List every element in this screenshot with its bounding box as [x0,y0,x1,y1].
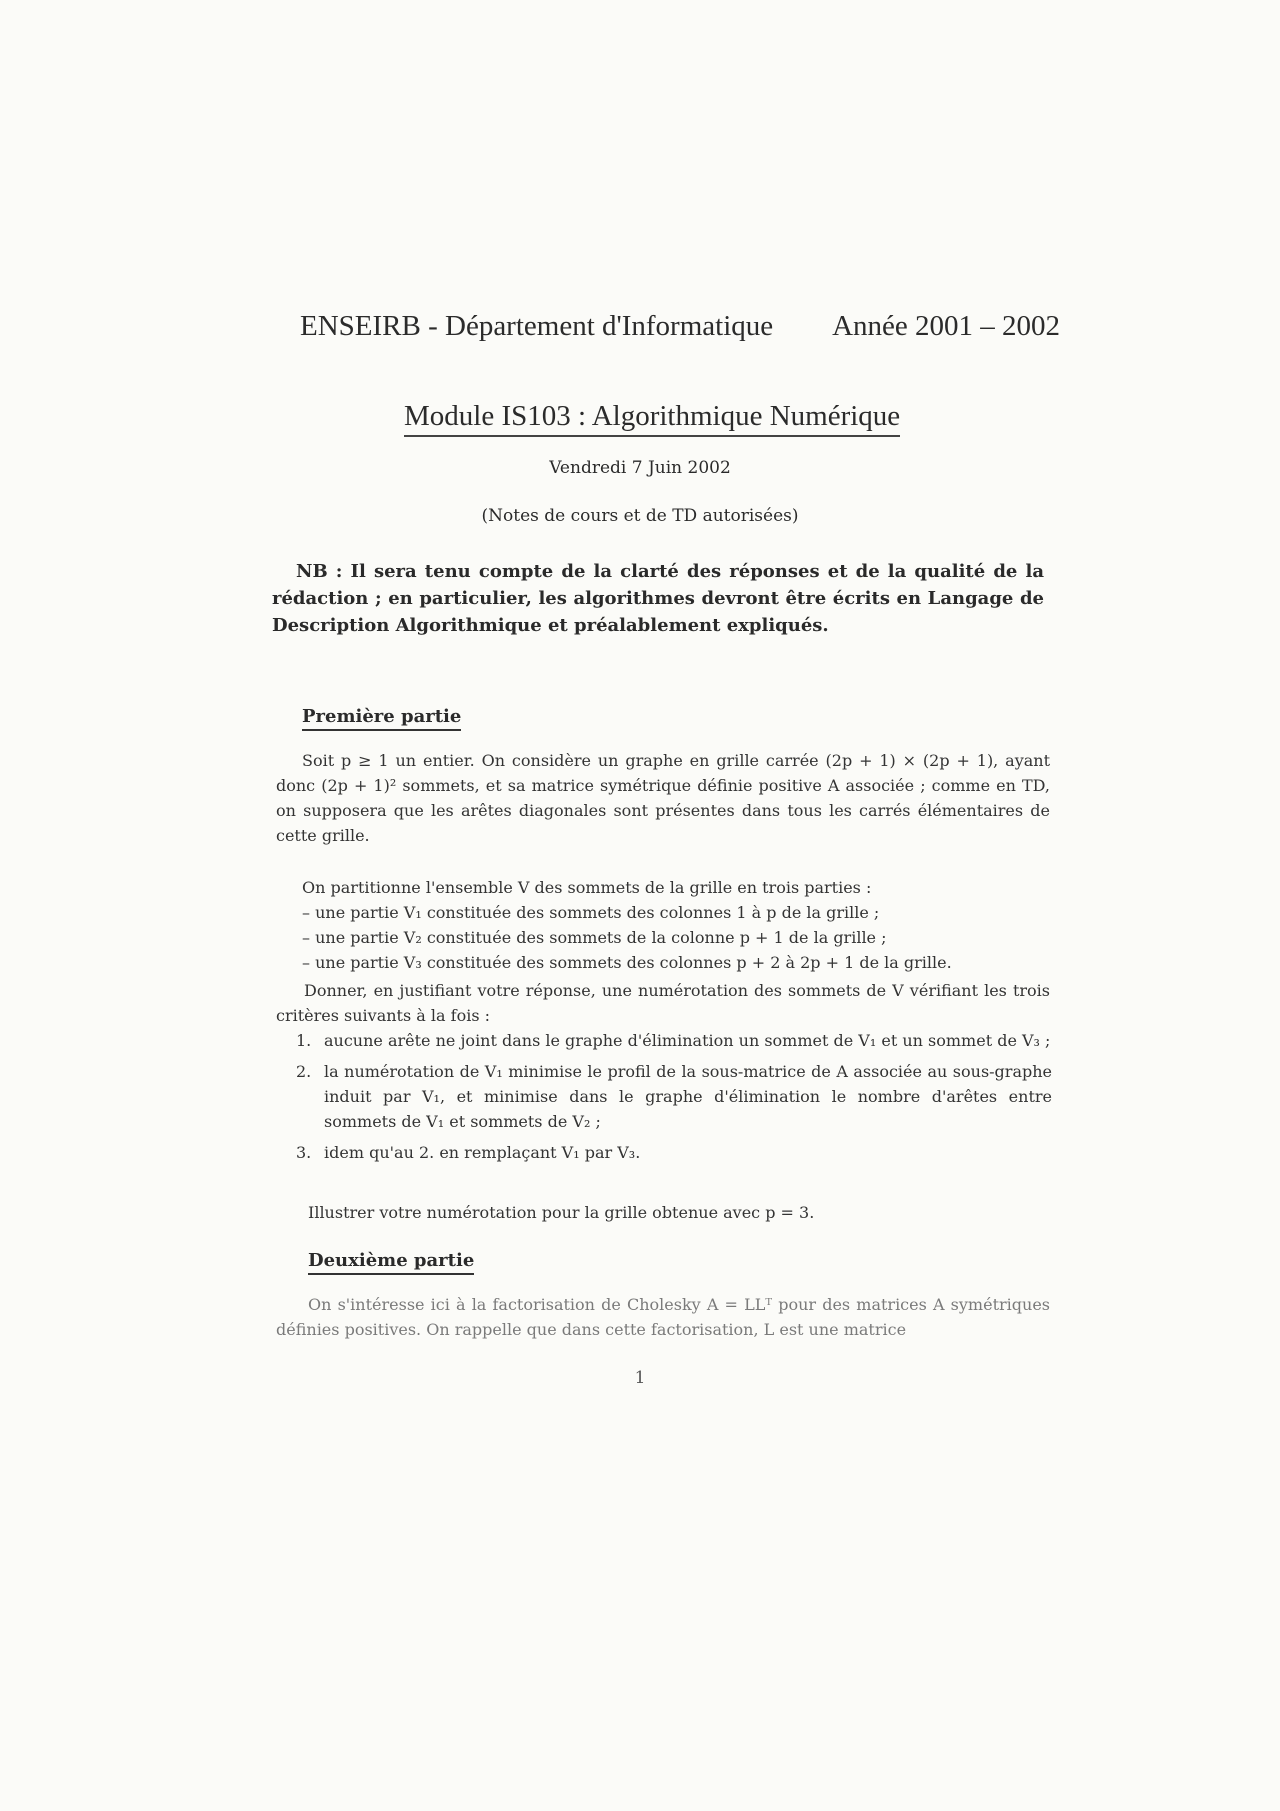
institution: ENSEIRB - Département d'Informatique [300,310,774,342]
criteria-item [296,1059,1052,1134]
partition-block [302,875,1042,975]
part1-question: Donner, en justifiant votre réponse, une numérotation des sommets de V vérifiant les trois critères suivants à la fois : [276,981,1050,1025]
section-title-part1: Première partie [302,706,461,731]
illustrate-instruction: Illustrer votre numérotation pour la grille obtenue avec p = 3. [308,1203,815,1222]
document-header [300,310,1060,343]
page-number: 1 [634,1368,646,1388]
criteria-text: aucune arête ne joint dans le graphe d'élimination un sommet de V₁ et un sommet de V₃ ; [324,1031,1051,1050]
partition-intro: On partitionne l'ensemble V des sommets de la grille en trois parties : [302,878,872,897]
module-title: Module IS103 : Algorithmique Numérique [404,400,900,437]
criteria-number: 2. [296,1062,312,1081]
section-title-part2: Deuxième partie [308,1250,474,1275]
criteria-text: idem qu'au 2. en remplaçant V₁ par V₃. [324,1143,641,1162]
part2-intro: On s'intéresse ici à la factorisation de Cholesky A = LLᵀ pour des matrices A symétriques définies positives. On rappelle que dans cette factorisation, L est une matrice [276,1295,1050,1339]
academic-year: Année 2001 – 2002 [832,310,1060,342]
criteria-text: la numérotation de V₁ minimise le profil de la sous-matrice de A associée au sous-graphe induit par V₁, et minimise dans le graphe d'élimination le nombre d'arêtes entre sommets de V₁ et sommets de V₂ ; [324,1062,1052,1131]
criteria-item [296,1028,1052,1053]
partition-item: – une partie V₂ constituée des sommets de la colonne p + 1 de la grille ; [302,928,887,947]
criteria-item [296,1140,1052,1165]
partition-item: – une partie V₃ constituée des sommets des colonnes p + 2 à 2p + 1 de la grille. [302,953,952,972]
exam-date: Vendredi 7 Juin 2002 [549,458,731,478]
criteria-list [296,1028,1052,1171]
nb-instructions: NB : Il sera tenu compte de la clarté des réponses et de la qualité de la rédaction ; en particulier, les algorithmes devront être écrits en Langage de Description Algorithmique et préalablement expliqués. [272,561,1044,636]
partition-item: – une partie V₁ constituée des sommets des colonnes 1 à p de la grille ; [302,903,880,922]
allowed-notes: (Notes de cours et de TD autorisées) [481,506,799,526]
criteria-number: 3. [296,1143,312,1162]
criteria-number: 1. [296,1031,312,1050]
part1-intro: Soit p ≥ 1 un entier. On considère un graphe en grille carrée (2p + 1) × (2p + 1), ayant donc (2p + 1)² sommets, et sa matrice symétrique définie positive A associée ; comme en TD, on supposera que les arêtes diagonales sont présentes dans tous les carrés élémentaires de cette grille. [276,751,1050,845]
